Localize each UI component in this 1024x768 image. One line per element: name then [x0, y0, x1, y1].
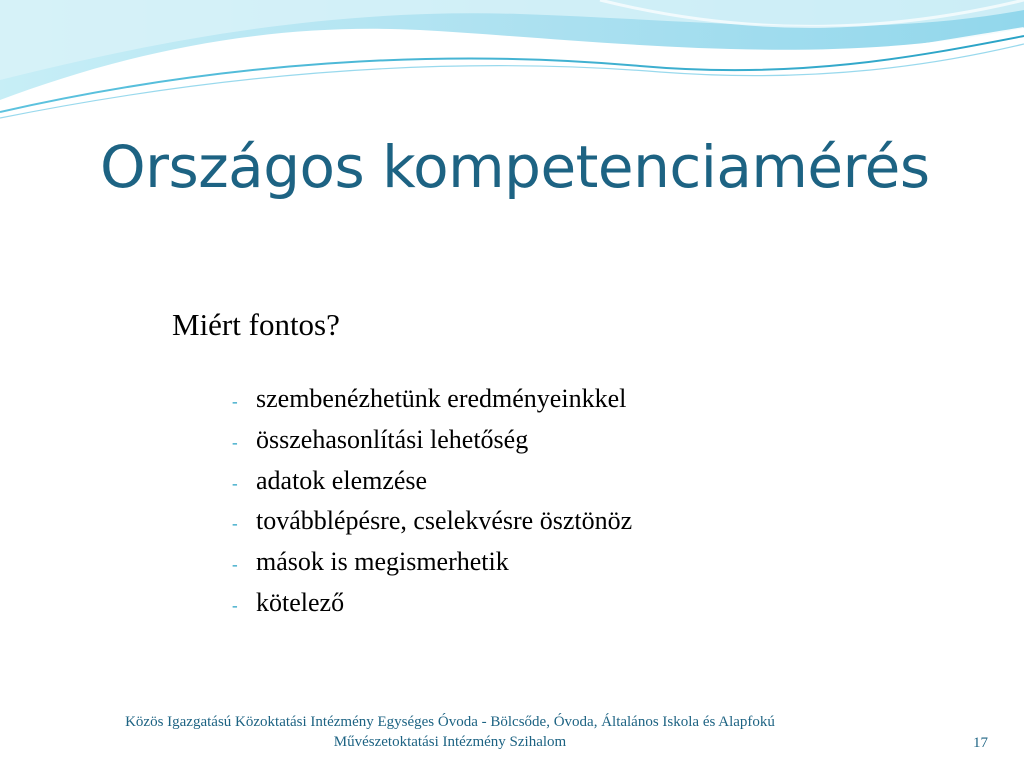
bullet-text: továbblépésre, cselekvésre ösztönöz — [256, 506, 633, 536]
footer-line-1: Közös Igazgatású Közoktatási Intézmény Egységes Óvoda - Bölcsőde, Óvoda, Általános Iskola és Alapfokú — [125, 714, 775, 730]
dash-marker: - — [232, 432, 238, 452]
list-item — [232, 588, 632, 629]
slide-title: Országos kompetenciamérés — [100, 133, 930, 201]
bullet-text: szembenézhetünk eredményeinkkel — [256, 384, 627, 413]
list-item — [232, 466, 632, 507]
list-item — [232, 384, 632, 425]
dash-marker: - — [232, 514, 238, 534]
slide-footer — [40, 712, 860, 752]
dash-marker: - — [232, 595, 238, 615]
list-item — [232, 425, 632, 466]
bullet-text: kötelező — [256, 587, 345, 617]
slide-question: Miért fontos? — [172, 307, 340, 342]
decorative-wave-header — [0, 0, 1024, 130]
bullet-text: összehasonlítási lehetőség — [256, 424, 529, 454]
page-number: 17 — [973, 735, 988, 751]
dash-marker: - — [232, 473, 238, 493]
footer-line-2: Művészetoktatási Intézmény Szihalom — [333, 734, 567, 750]
bullet-text: mások is megismerhetik — [256, 547, 509, 577]
dash-marker: - — [232, 392, 238, 411]
bullet-text: adatok elemzése — [256, 465, 428, 495]
list-item — [232, 547, 632, 588]
dash-marker: - — [232, 555, 238, 575]
list-item — [232, 506, 632, 547]
bullet-list — [232, 384, 632, 629]
